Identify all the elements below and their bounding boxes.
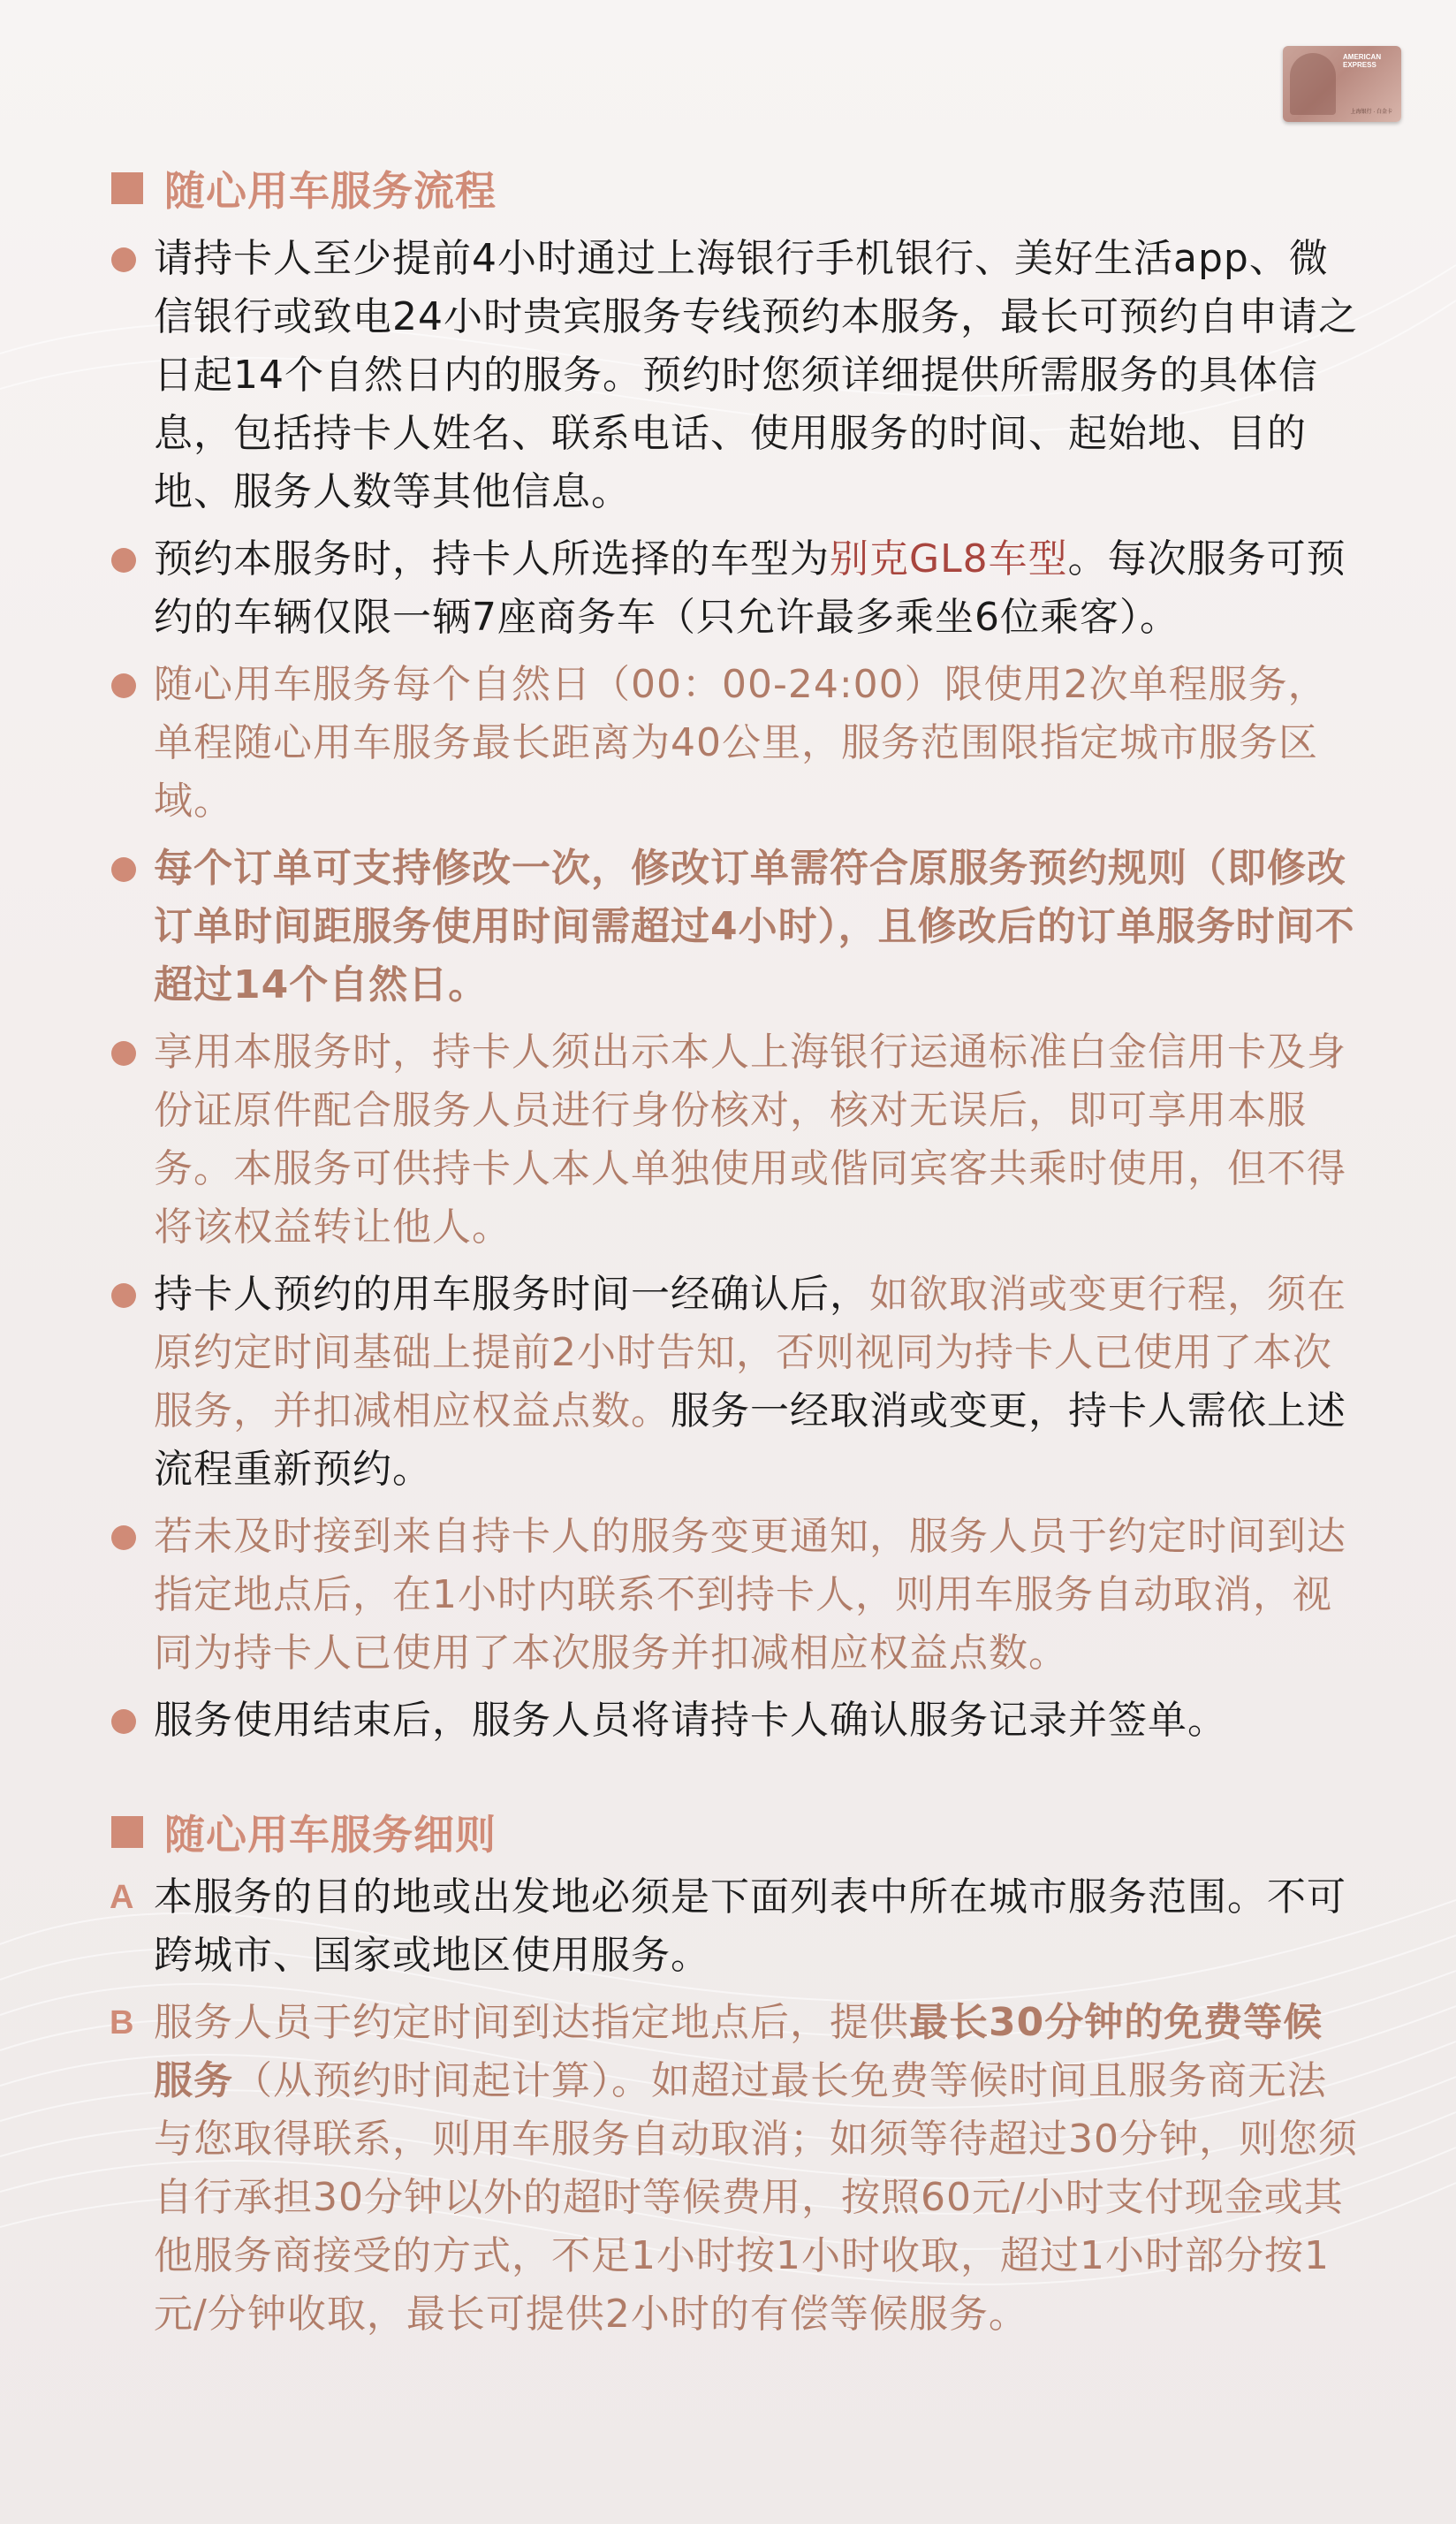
- dot-bullet-icon: [111, 247, 136, 272]
- dot-bullet-icon: [111, 1709, 136, 1734]
- item-text: 服务使用结束后，服务人员将请持卡人确认服务记录并签单。: [154, 1698, 1227, 1743]
- section-title-process: [108, 159, 497, 217]
- card-centurion-figure: [1290, 53, 1336, 115]
- item-text: 若未及时接到来自持卡人的服务变更通知，服务人员于约定时间到达指定地点后，在1小时内联系不到持卡人，则用车服务自动取消，视同为持卡人已使用了本次服务并扣减相应权益点数。: [154, 1514, 1346, 1676]
- process-item-sign-off: [108, 1692, 1362, 1750]
- process-item-vehicle: [108, 530, 1362, 647]
- rule-item-a: [108, 1868, 1362, 1985]
- section-title-rules: [108, 1803, 497, 1861]
- dot-bullet-icon: [111, 1525, 136, 1550]
- card-logo-text: AMERICAN EXPRESS: [1343, 53, 1382, 69]
- dot-bullet-icon: [111, 673, 136, 698]
- process-item-daily-limit: [108, 656, 1362, 831]
- card-bank-text: 上海银行 · 白金卡: [1350, 110, 1392, 115]
- item-text: 持卡人预约的用车服务时间一经确认后，: [154, 1272, 869, 1317]
- item-text: 。每次服务可预约的车辆仅限一辆7座商务车（只允许最多乘坐6位乘客）。: [154, 536, 1346, 640]
- rule-letter-b: B: [110, 2004, 135, 2041]
- amex-platinum-card-image: [1283, 46, 1401, 122]
- process-item-order-modification: [108, 840, 1362, 1015]
- item-text: 请持卡人至少提前4小时通过上海银行手机银行、美好生活app、微信银行或致电24小时贵宾服务专线预约本服务，最长可预约自申请之日起14个自然日内的服务。预约时您须详细提供所需服务的具体信息，包括持卡人姓名、联系电话、使用服务的时间、起始地、目的地、服务人数等其他信息。: [154, 236, 1358, 514]
- item-text: 服务人员于约定时间到达指定地点后，提供: [154, 2000, 909, 2045]
- vehicle-model-highlight: 别克GL8车型: [830, 536, 1068, 582]
- rule-item-b: [108, 1994, 1362, 2344]
- dot-bullet-icon: [111, 1041, 136, 1066]
- square-bullet-icon: [111, 172, 143, 204]
- rule-letter-a: A: [110, 1879, 135, 1916]
- dot-bullet-icon: [111, 857, 136, 882]
- dot-bullet-icon: [111, 548, 136, 573]
- item-text: 本服务的目的地或出发地必须是下面列表中所在城市服务范围。不可跨城市、国家或地区使用服务。: [154, 1874, 1346, 1978]
- process-list: [108, 230, 1362, 1750]
- process-item-booking: [108, 230, 1362, 521]
- free-wait-highlight: 最长30分钟的免费等候服务: [154, 2000, 1323, 2103]
- square-bullet-icon: [111, 1816, 143, 1848]
- item-text: （从预约时间起计算）。如超过最长免费等候时间且服务商无法与您取得联系，则用车服务自动取消；如须等待超过30分钟，则您须自行承担30分钟以外的超时等候费用，按照60元/小时支付现金或其他服务商接受的方式，不足1小时按1小时收取，超过1小时部分按1元/分钟收取，最长可提供2小时的有偿等候服务。: [154, 2058, 1358, 2337]
- dot-bullet-icon: [111, 1283, 136, 1308]
- item-text-notice: 如欲取消或变更行程，须在原约定时间基础上提前2小时告知，否则视同为持卡人已使用了本次服务，并扣减相应权益点数。: [154, 1272, 1346, 1433]
- item-text: 享用本服务时，持卡人须出示本人上海银行运通标准白金信用卡及身份证原件配合服务人员进行身份核对，核对无误后，即可享用本服务。本服务可供持卡人本人单独使用或偕同宾客共乘时使用，但不得将该权益转让他人。: [154, 1030, 1346, 1250]
- process-item-cancellation: [108, 1266, 1362, 1499]
- section-title-process-text: 随心用车服务流程: [164, 167, 497, 215]
- item-text: 服务一经取消或变更，持卡人需依上述流程重新预约。: [154, 1388, 1346, 1492]
- rules-list: [108, 1868, 1362, 2344]
- item-text: 预约本服务时，持卡人所选择的车型为: [154, 536, 830, 582]
- item-text: 随心用车服务每个自然日（00：00-24:00）限使用2次单程服务，单程随心用车服务最长距离为40公里，服务范围限指定城市服务区域。: [154, 662, 1328, 824]
- process-item-identity-check: [108, 1023, 1362, 1257]
- item-text: 每个订单可支持修改一次，修改订单需符合原服务预约规则（即修改订单时间距服务使用时间需超过4小时），且修改后的订单服务时间不超过14个自然日。: [154, 846, 1355, 1007]
- process-item-no-contact: [108, 1508, 1362, 1683]
- section-title-rules-text: 随心用车服务细则: [164, 1811, 497, 1859]
